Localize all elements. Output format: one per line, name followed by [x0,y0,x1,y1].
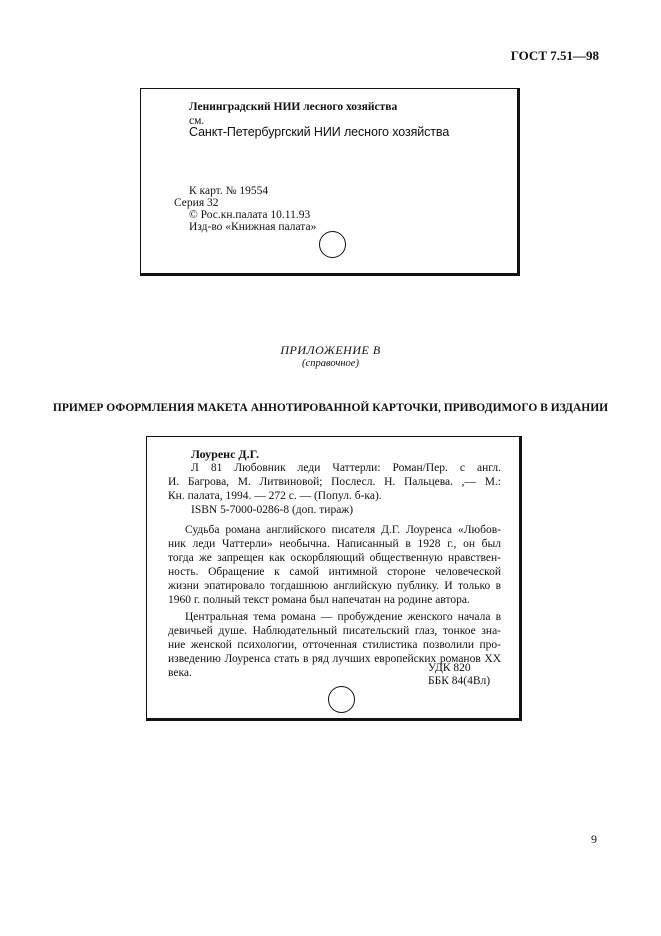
annotation-line: девичьей душе. Наблюдательный писательский глаз, тонкое зна- [168,625,501,637]
series-label: Серия 32 [174,197,219,209]
biblio-line: Кн. палата, 1994. — 272 с. — (Попул. б-ка). [168,490,382,502]
annotation-line: 1960 г. полный текст романа был напечатан на родине автора. [168,594,470,606]
example-title: ПРИМЕР ОФОРМЛЕНИЯ МАКЕТА АННОТИРОВАННОЙ КАРТОЧКИ, ПРИВОДИМОГО В ИЗДАНИИ [52,402,609,414]
isbn-line: ISBN 5-7000-0286-8 (доп. тираж) [191,504,354,516]
see-label: см. [189,115,205,127]
annotation-line: изведению Лоуренса стать в ряд лучших европейских романов XX [168,653,501,665]
annotation-line: века. [168,667,192,679]
author-heading: Лоуренс Д.Г. [191,447,259,461]
biblio-line: И. Багрова, М. Литвиновой; Послесл. Н. Пальцева. ,— М.: [168,476,501,488]
udk-code: УДК 820 [428,662,471,674]
card-heading: Ленинградский НИИ лесного хозяйства [189,101,398,113]
reference-heading: Санкт-Петербургский НИИ лесного хозяйства [189,125,450,139]
annotation-line: ник леди Чаттерли» необычна. Написанный в 1928 г., он был [168,538,501,550]
punch-hole-circle [328,686,355,713]
annotation-line: Центральная тема романа — пробуждение женского начала в [185,611,501,623]
annotation-line: ние женской психологии, отточенная стилистика позволили про- [168,639,501,651]
appendix-subtitle: (справочное) [302,358,359,369]
bbk-code: ББК 84(4Вл) [428,675,491,687]
appendix-title: ПРИЛОЖЕНИЕ В [280,343,381,357]
annotated-card [146,436,522,721]
standard-header: ГОСТ 7.51—98 [510,48,599,63]
page-number: 9 [591,832,597,846]
annotation-line: Судьба романа английского писателя Д.Г. Лоуренса «Любов- [185,524,501,536]
card-number: К карт. № 19554 [189,185,269,197]
biblio-line: Л 81 Любовник леди Чаттерли: Роман/Пер. с англ. [191,462,501,474]
reference-card [140,88,520,276]
annotation-line: ность. Обращение к самой интимной стороне человеческой [168,566,501,578]
punch-hole-circle [319,231,346,258]
publisher-line: Изд-во «Книжная палата» [189,221,317,233]
annotation-line: жизни эпатировало тогдашнюю английскую публику. И только в [168,580,501,592]
copyright-line: © Рос.кн.палата 10.11.93 [189,209,311,221]
annotation-line: тогда же запрещен как оскорбляющий общественную нравствен- [168,552,501,564]
